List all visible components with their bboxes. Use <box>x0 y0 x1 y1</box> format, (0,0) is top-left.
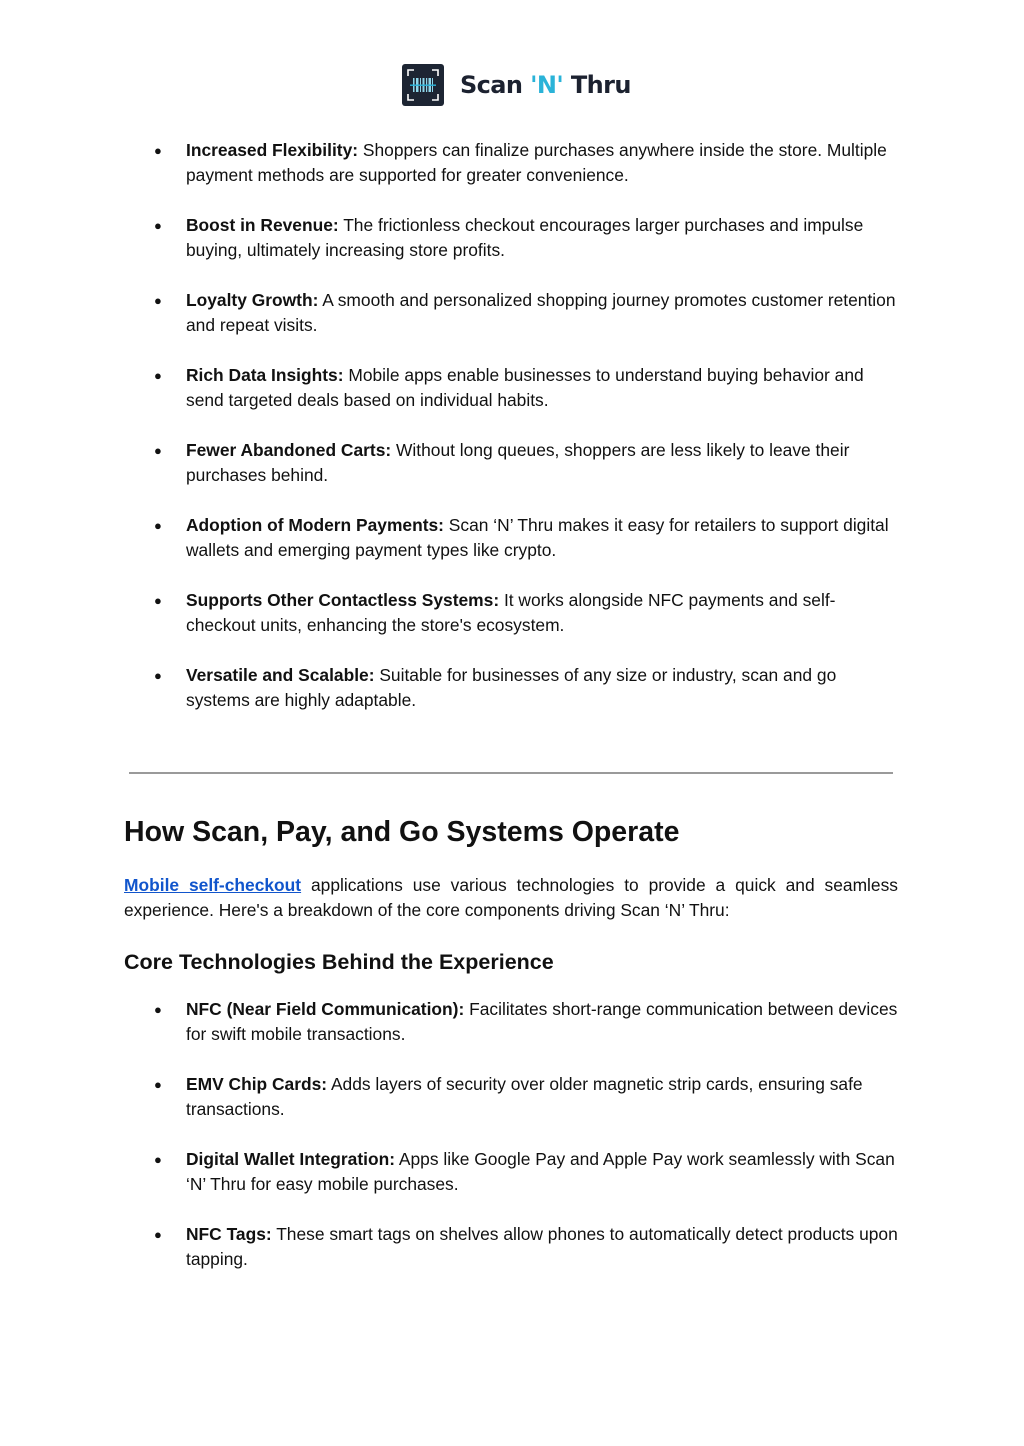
list-item: ● NFC Tags: These smart tags on shelves allow phones to automatically detect products upon tapping. <box>154 1224 898 1269</box>
brand-name: Scan 'N' Thru <box>460 71 631 99</box>
subsection-heading: Core Technologies Behind the Experience <box>124 950 554 974</box>
list-item: ● Fewer Abandoned Carts: Without long queues, shoppers are less likely to leave their purchases behind. <box>154 440 850 485</box>
list-item: ● Increased Flexibility: Shoppers can finalize purchases anywhere inside the store. Multiple payment methods are supported for greater convenience. <box>154 140 887 185</box>
bullet-icon: ● <box>154 668 162 683</box>
section-divider <box>129 772 893 774</box>
list-item: ● NFC (Near Field Communication): Facilitates short-range communication between devices for swift mobile transactions. <box>154 999 898 1044</box>
bullet-icon: ● <box>154 293 162 308</box>
brand-logo <box>402 64 631 106</box>
list-item: ● Loyalty Growth: A smooth and personalized shopping journey promotes customer retention and repeat visits. <box>154 290 896 335</box>
bullet-icon: ● <box>154 593 162 608</box>
mobile-self-checkout-link[interactable]: Mobile self-checkout <box>124 875 302 895</box>
bullet-icon: ● <box>154 368 162 383</box>
bullet-icon: ● <box>154 443 162 458</box>
benefits-list <box>0 138 1024 738</box>
intro-paragraph: Mobile self-checkout applications use various technologies to provide a quick and seamless experience. Here's a breakdown of the core components driving Scan ‘N’ Thru: <box>124 875 898 920</box>
section-heading: How Scan, Pay, and Go Systems Operate <box>124 816 680 848</box>
barcode-scan-icon <box>402 64 444 106</box>
list-item: ● Versatile and Scalable: Suitable for businesses of any size or industry, scan and go systems are highly adaptable. <box>154 665 837 710</box>
bullet-icon: ● <box>154 218 162 233</box>
list-item: ● EMV Chip Cards: Adds layers of security over older magnetic strip cards, ensuring safe transactions. <box>154 1074 863 1119</box>
bullet-icon: ● <box>154 1077 162 1092</box>
technologies-list <box>0 997 1024 1297</box>
list-item: ● Rich Data Insights: Mobile apps enable businesses to understand buying behavior and send targeted deals based on individual habits. <box>154 365 864 410</box>
list-item: ● Digital Wallet Integration: Apps like Google Pay and Apple Pay work seamlessly with Scan ‘N’ Thru for easy mobile purchases. <box>154 1149 895 1194</box>
list-item: ● Adoption of Modern Payments: Scan ‘N’ Thru makes it easy for retailers to support digital wallets and emerging payment types like crypto. <box>154 515 889 560</box>
bullet-icon: ● <box>154 143 162 158</box>
bullet-icon: ● <box>154 1002 162 1017</box>
bullet-icon: ● <box>154 1152 162 1167</box>
list-item: ● Boost in Revenue: The frictionless checkout encourages larger purchases and impulse buying, ultimately increasing store profits. <box>154 215 864 260</box>
bullet-icon: ● <box>154 518 162 533</box>
bullet-icon: ● <box>154 1227 162 1242</box>
list-item: ● Supports Other Contactless Systems: It works alongside NFC payments and self-checkout units, enhancing the store's ecosystem. <box>154 590 836 635</box>
